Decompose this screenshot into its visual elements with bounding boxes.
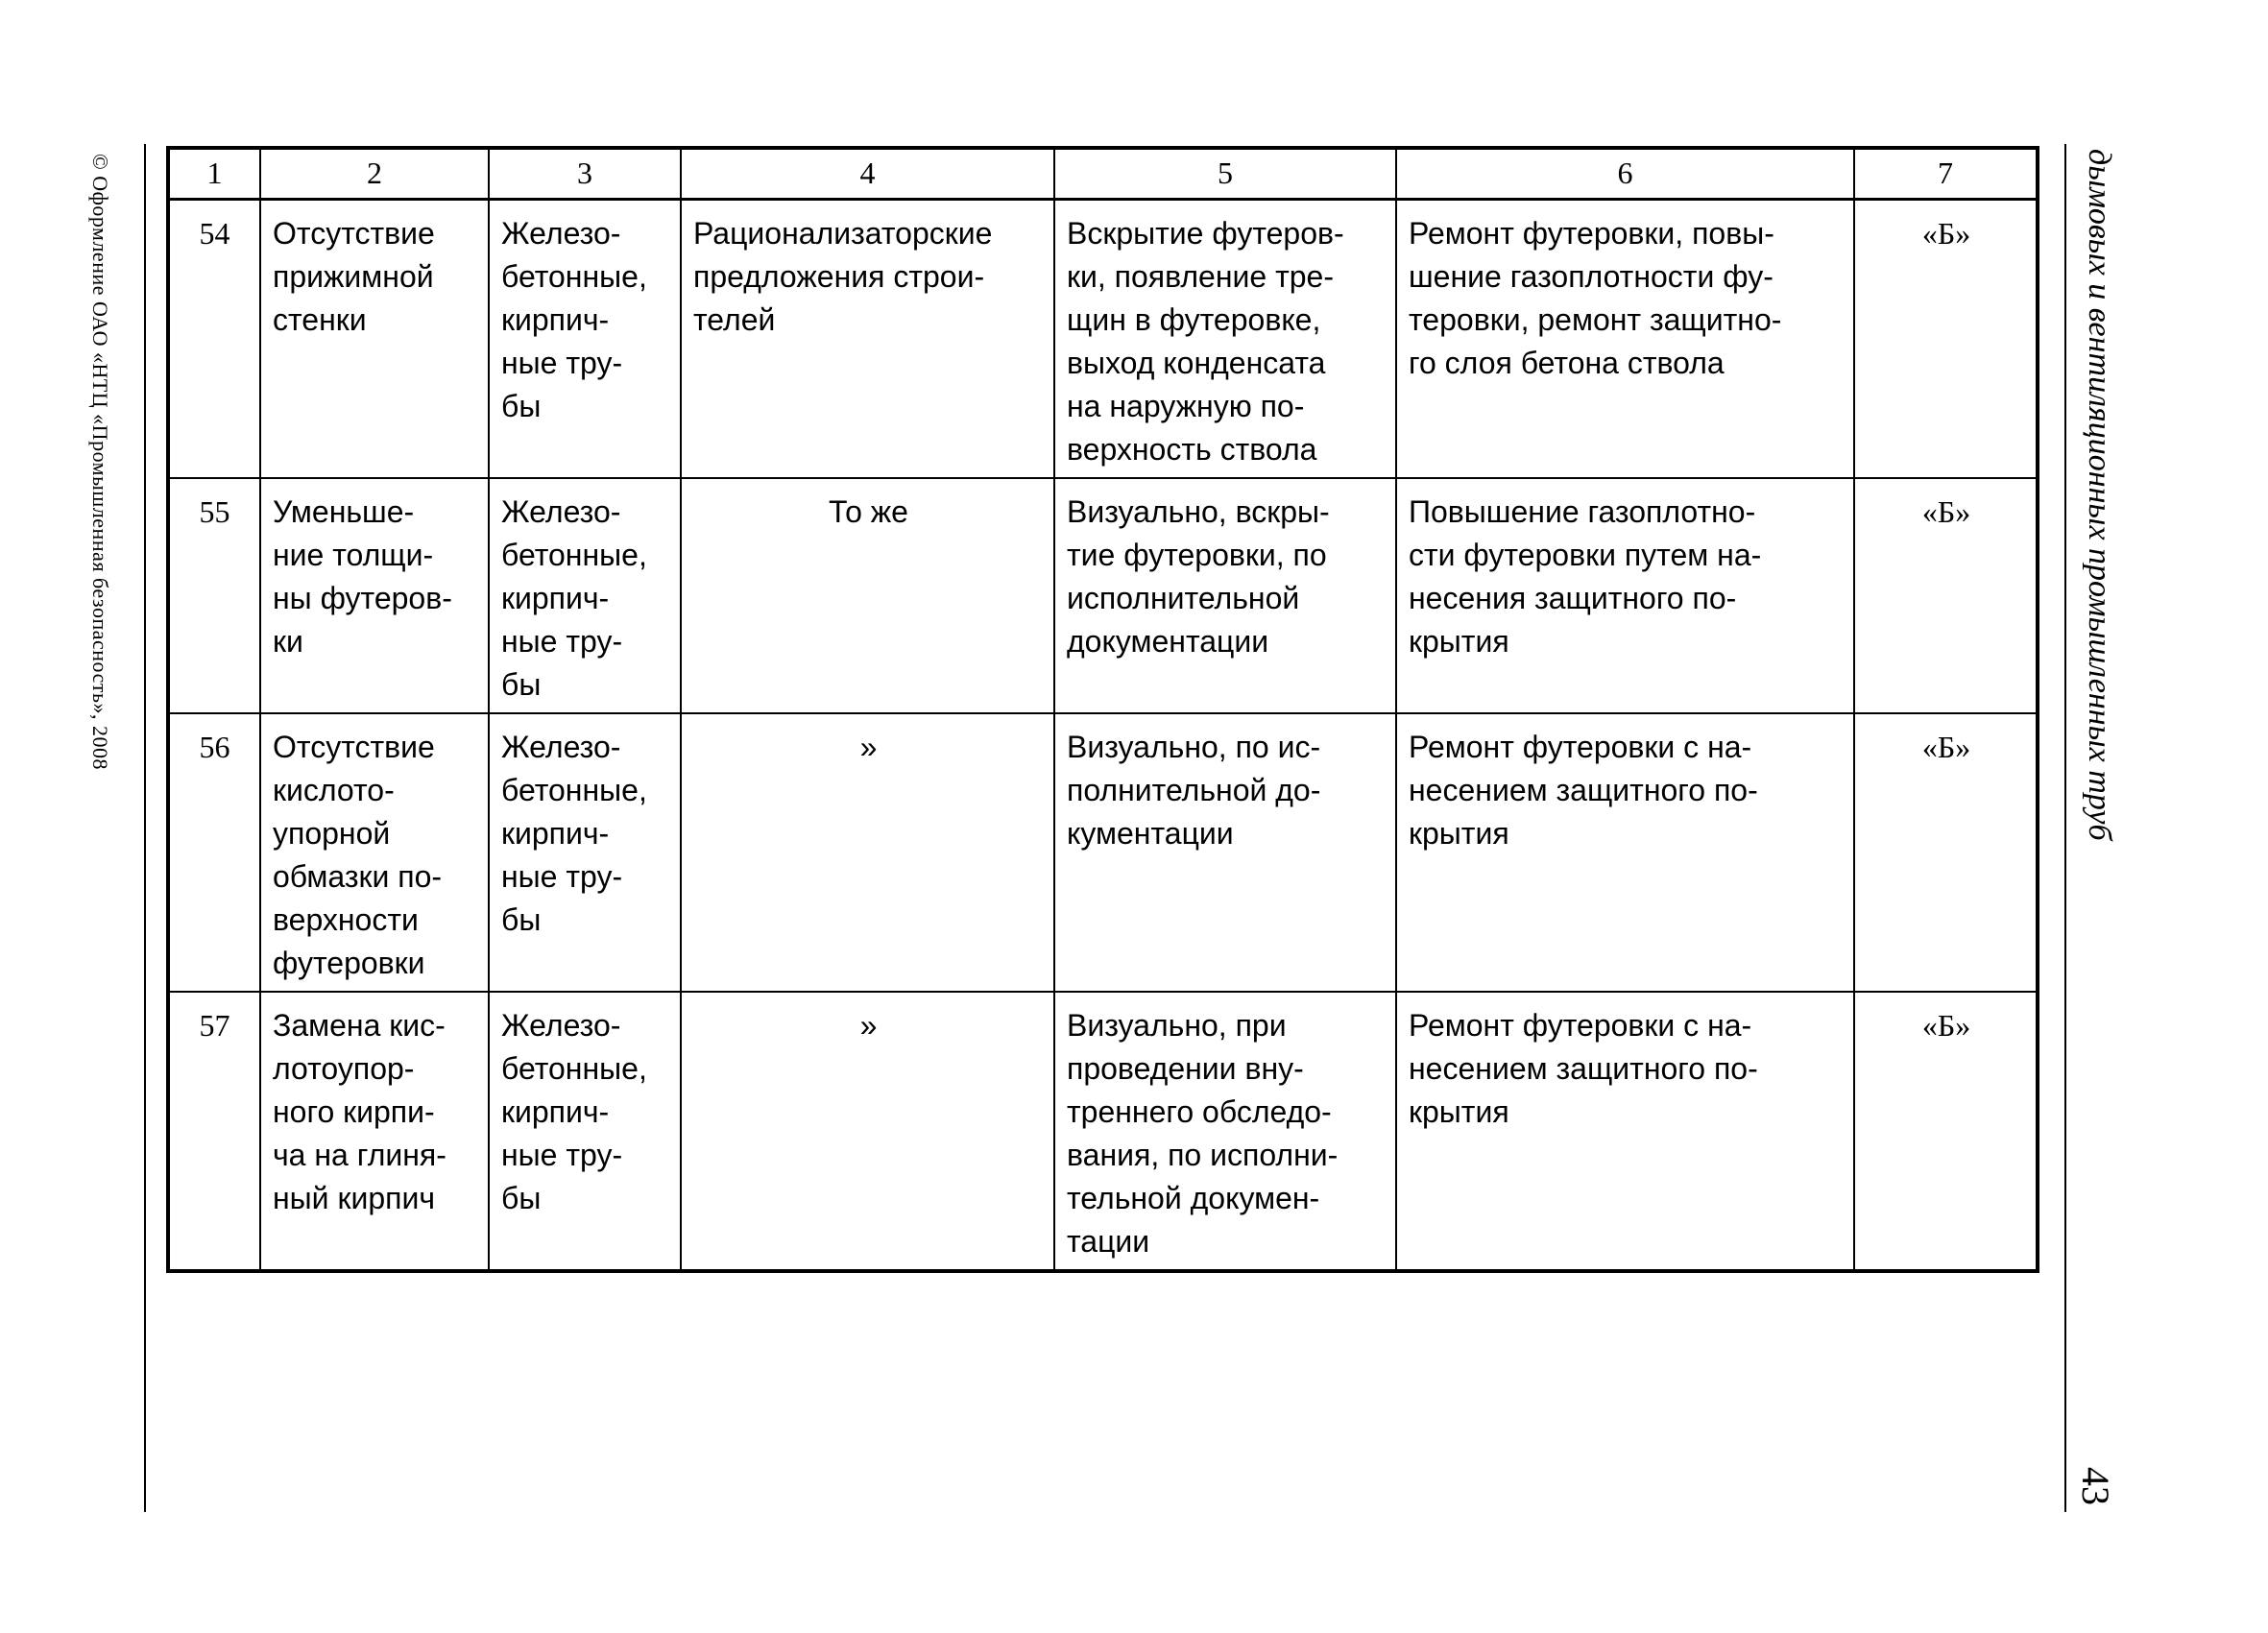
remedy-cell: Ремонт футеровки, повы- шение газоплотности фу- теровки, ремонт защитно- го слоя бетона ствола [1396,200,1854,479]
header-cell: 3 [489,148,681,200]
right-margin-rule [2064,144,2066,1512]
chimney-type-cell: Железо- бетонные, кирпич- ные тру- бы [489,200,681,479]
row-number: 55 [168,478,260,713]
defect-cell: Уменьше- ние толщи- ны футеров- ки [260,478,489,713]
row-number: 57 [168,992,260,1271]
left-margin-rule [144,144,146,1512]
page-number: 43 [2074,1467,2117,1505]
category-cell: «Б» [1854,992,2038,1271]
cause-cell: То же [681,478,1054,713]
header-cell: 4 [681,148,1054,200]
running-header: дымовых и вентиляционных промышленных труб [2082,149,2117,841]
chimney-type-cell: Железо- бетонные, кирпич- ные тру- бы [489,992,681,1271]
category-cell: «Б» [1854,478,2038,713]
remedy-cell: Повышение газоплотно- сти футеровки путем на- несения защитного по- крытия [1396,478,1854,713]
row-number: 54 [168,200,260,479]
copyright-notice: © Оформление ОАО «НТЦ «Промышленная безопасность», 2008 [88,154,112,771]
header-row [168,148,2038,200]
table-row [168,200,2038,479]
table-row [168,713,2038,992]
detection-cell: Визуально, по ис- полнительной до- кументации [1054,713,1396,992]
defect-cell: Замена кис- лотоупор- ного кирпи- ча на глиня- ный кирпич [260,992,489,1271]
header-cell: 5 [1054,148,1396,200]
detection-cell: Визуально, при проведении вну- треннего обследо- вания, по исполни- тельной докумен- тации [1054,992,1396,1271]
chimney-type-cell: Железо- бетонные, кирпич- ные тру- бы [489,713,681,992]
header-cell: 1 [168,148,260,200]
table-row [168,992,2038,1271]
header-cell: 2 [260,148,489,200]
detection-cell: Визуально, вскры- тие футеровки, по исполнительной документации [1054,478,1396,713]
category-cell: «Б» [1854,713,2038,992]
header-cell: 7 [1854,148,2038,200]
table-row [168,478,2038,713]
defect-cell: Отсутствие кислото- упорной обмазки по- верхности футеровки [260,713,489,992]
header-cell: 6 [1396,148,1854,200]
remedy-cell: Ремонт футеровки с на- несением защитного по- крытия [1396,992,1854,1271]
defect-cell: Отсутствие прижимной стенки [260,200,489,479]
cause-cell: » [681,992,1054,1271]
category-cell: «Б» [1854,200,2038,479]
defects-table [166,146,2039,1273]
chimney-type-cell: Железо- бетонные, кирпич- ные тру- бы [489,478,681,713]
remedy-cell: Ремонт футеровки с на- несением защитного по- крытия [1396,713,1854,992]
row-number: 56 [168,713,260,992]
cause-cell: » [681,713,1054,992]
cause-cell: Рационализаторские предложения строи- телей [681,200,1054,479]
detection-cell: Вскрытие футеров- ки, появление тре- щин в футеровке, выход конденсата на наружную по- верхность ствола [1054,200,1396,479]
